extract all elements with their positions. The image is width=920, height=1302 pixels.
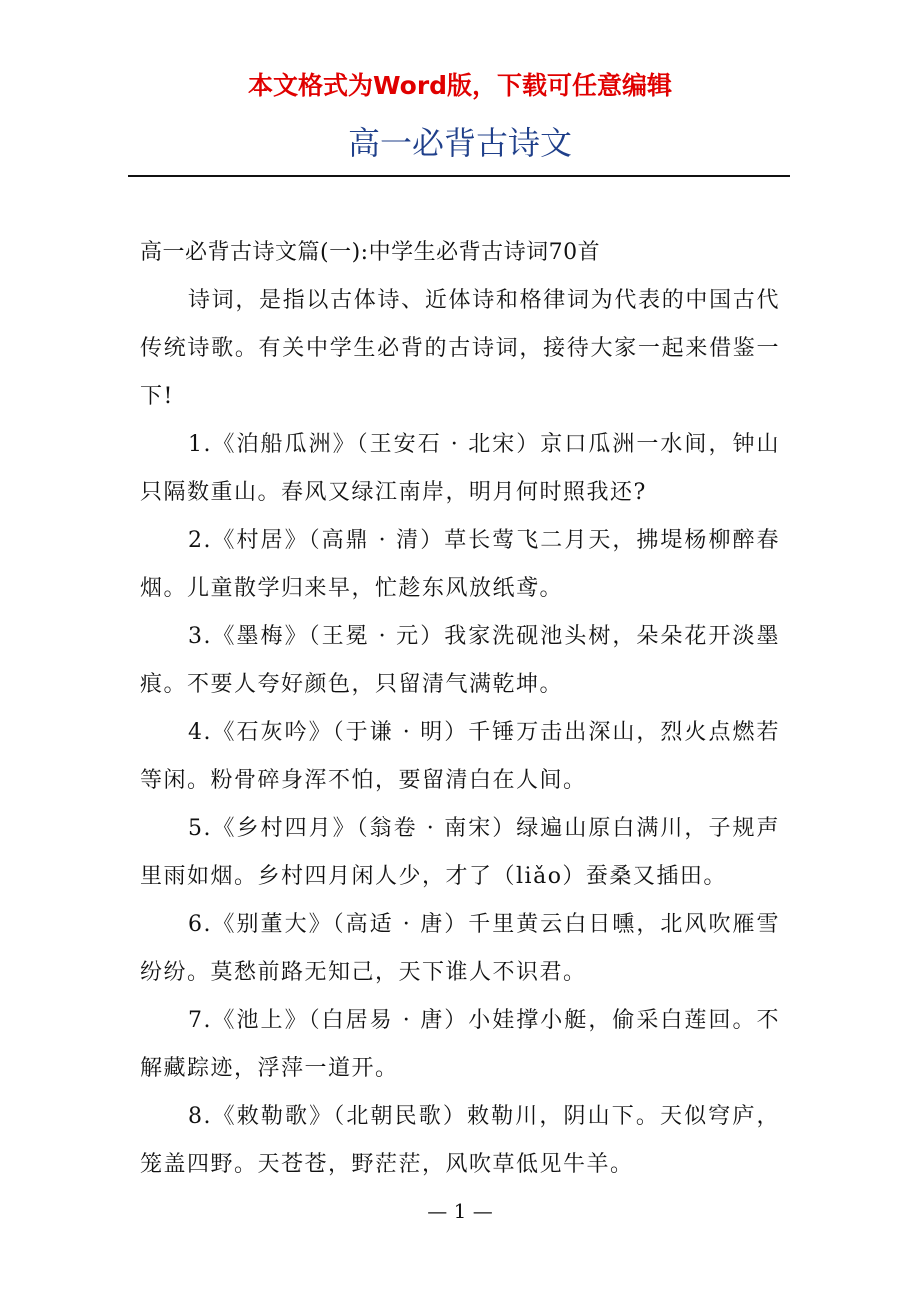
poem-item-4: 4.《石灰吟》（于谦 · 明）千锤万击出深山，烈火点燃若等闲。粉骨碎身浑不怕，要留清白在人间。	[140, 720, 780, 793]
poem-item-7: 7.《池上》（白居易 · 唐）小娃撑小艇，偷采白莲回。不解藏踪迹，浮萍一道开。	[140, 1008, 780, 1081]
document-title: 高一必背古诗文	[347, 124, 572, 162]
format-notice-banner: 本文格式为Word版，下载可任意编辑	[247, 71, 673, 100]
poem-item-3: 3.《墨梅》（王冕 · 元）我家洗砚池头树，朵朵花开淡墨痕。不要人夸好颜色，只留清气满乾坤。	[140, 624, 780, 697]
poem-item-5: 5.《乡村四月》（翁卷 · 南宋）绿遍山原白满川，子规声里雨如烟。乡村四月闲人少，才了（liǎo）蚕桑又插田。	[140, 816, 780, 889]
poem-item-8: 8.《敕勒歌》（北朝民歌）敕勒川，阴山下。天似穹庐，笼盖四野。天苍苍，野茫茫，风吹草低见牛羊。	[140, 1104, 780, 1177]
poem-item-6: 6.《别董大》（高适 · 唐）千里黄云白日曛，北风吹雁雪纷纷。莫愁前路无知己，天下谁人不识君。	[140, 912, 780, 985]
poem-item-2: 2.《村居》（高鼎 · 清）草长莺飞二月天，拂堤杨柳醉春烟。儿童散学归来早，忙趁东风放纸鸢。	[140, 528, 780, 601]
page-number: — 1 —	[427, 1199, 493, 1223]
section-heading: 高一必背古诗文篇(一):中学生必背古诗词70首	[140, 240, 601, 265]
title-divider	[128, 175, 790, 177]
intro-paragraph: 诗词，是指以古体诗、近体诗和格律词为代表的中国古代传统诗歌。有关中学生必背的古诗词，接待大家一起来借鉴一下!	[140, 288, 780, 409]
document-body	[140, 229, 780, 1189]
poem-item-1: 1.《泊船瓜洲》（王安石 · 北宋）京口瓜洲一水间，钟山只隔数重山。春风又绿江南岸，明月何时照我还?	[140, 432, 780, 505]
